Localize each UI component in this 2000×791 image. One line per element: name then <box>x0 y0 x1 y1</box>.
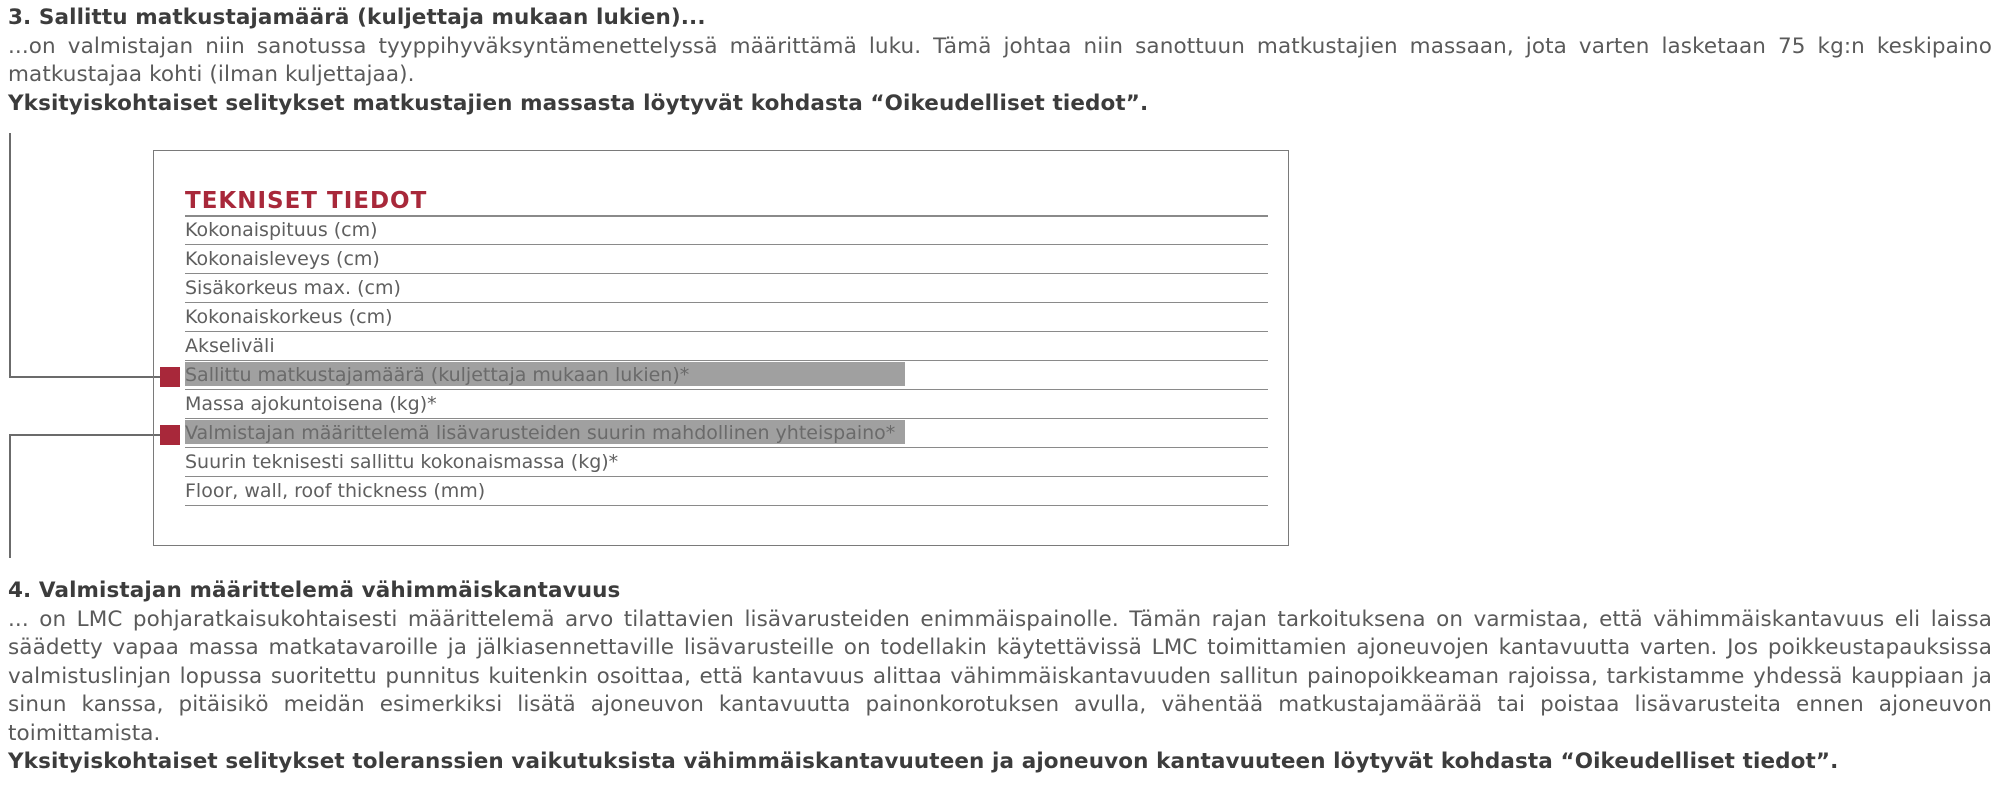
tech-row-kokonaiskorkeus <box>185 303 1268 332</box>
tech-data-title: TEKNISET TIEDOT <box>185 188 428 214</box>
tech-row-kokonaismassa <box>185 448 1268 477</box>
section-4-heading: 4. Valmistajan määrittelemä vähimmäiskantavuus <box>8 578 621 603</box>
section-3 <box>8 4 1992 118</box>
marker-section-4 <box>160 425 180 445</box>
tech-row-sisakorkeus <box>185 274 1268 303</box>
section-3-note: Yksityiskohtaiset selitykset matkustajien massasta löytyvät kohdasta “Oikeudelliset tiedot”. <box>8 90 1149 116</box>
marker-section-3 <box>160 367 180 387</box>
tech-row-label: Sallittu matkustajamäärä (kuljettaja mukaan lukien)* <box>185 364 690 386</box>
section-3-body: ...on valmistajan niin sanotussa tyyppihyväksyntämenettelyssä määrittämä luku. Tämä johtaa niin sanottuun matkustajien massaan, jota varten lasketaan 75 kg:n keskipaino matkustajaa kohti (ilman kuljettajaa). <box>8 33 1992 87</box>
connector-line-3-horizontal <box>9 376 160 378</box>
tech-row-matkustajamaara <box>185 361 1268 390</box>
tech-row-label: Kokonaiskorkeus (cm) <box>185 306 393 328</box>
tech-row-label: Suurin teknisesti sallittu kokonaismassa (kg)* <box>185 451 619 473</box>
tech-row-kokonaispituus <box>185 216 1268 245</box>
tech-row-label: Massa ajokuntoisena (kg)* <box>185 393 437 415</box>
connector-line-4-horizontal <box>9 434 160 436</box>
tech-row-label: Kokonaispituus (cm) <box>185 219 378 241</box>
tech-row-label: Kokonaisleveys (cm) <box>185 248 380 270</box>
tech-row-label: Akseliväli <box>185 335 275 357</box>
connector-line-4-vertical <box>9 434 11 558</box>
section-4-body: ... on LMC pohjaratkaisukohtaisesti määrittelemä arvo tilattavien lisävarusteiden enimmäispainolle. Tämän rajan tarkoituksena on varmistaa, että vähimmäiskantavuus eli laissa säädetty vapaa massa matkatavaroille ja jälkiasennettaville lisävarusteille on todellakin käytettävissä LMC toimittamien ajoneuvojen kantavuutta varten. Jos poikkeustapauksissa valmistuslinjan lopussa suoritettu punnitus kuitenkin osoittaa, että kantavuus alittaa vähimmäiskantavuuden sallitun painopoikkeaman rajoissa, tarkistamme yhdessä kauppiaan ja sinun kanssa, pitäisikö meidän esimerkiksi lisätä ajoneuvon kantavuutta painonkorotuksen avulla, vähentää matkustajamäärää tai poistaa lisävarusteita ennen ajoneuvon toimittamista. <box>8 606 1992 746</box>
tech-row-massa-ajokuntoisena <box>185 390 1268 419</box>
tech-row-label: Valmistajan määrittelemä lisävarusteiden suurin mahdollinen yhteispaino* <box>185 422 896 444</box>
connector-line-3-vertical <box>9 133 11 377</box>
section-4 <box>8 577 1992 777</box>
tech-row-lisavarusteiden-paino <box>185 419 1268 448</box>
tech-row-thickness <box>185 477 1268 506</box>
section-4-note: Yksityiskohtaiset selitykset toleranssien vaikutuksista vähimmäiskantavuuteen ja ajoneuvon kantavuuteen löytyvät kohdasta “Oikeudelliset tiedot”. <box>8 749 1839 774</box>
tech-row-label: Sisäkorkeus max. (cm) <box>185 277 401 299</box>
tech-row-kokonaisleveys <box>185 245 1268 274</box>
section-3-heading: 3. Sallittu matkustajamäärä (kuljettaja mukaan lukien)... <box>8 5 706 30</box>
tech-row-label: Floor, wall, roof thickness (mm) <box>185 480 486 502</box>
tech-row-akselivali <box>185 332 1268 361</box>
